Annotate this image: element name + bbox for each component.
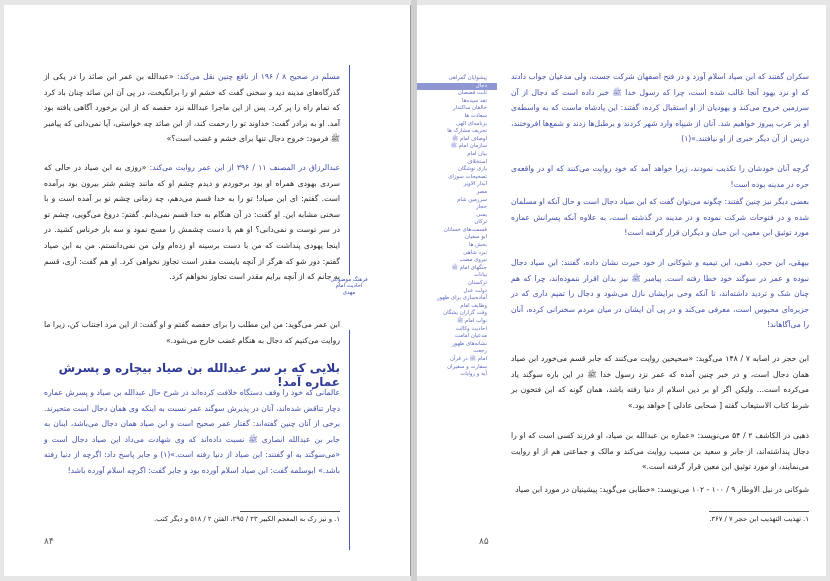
- footnote: ۱. و نیز رک به المعجم الکبیر ۲۳ / ۲۹۵، الفتن ۲ / ۵۱۸ و دیگر کتب.: [153, 515, 340, 523]
- toc-item[interactable]: وقت گزاران یشگان: [443, 310, 487, 317]
- paragraph-4: بیهقی، ابن حجر، ذهبی، ابن تیمیه و شوکانی از خود حیرت نشان داده، گفتند: ابن صیاد دجال نبوده و عمر در سوگند خود خطا رفته است. پیامبر ﷺ نیز بدان اقرار ننموده‌اند، چرا که هم چنان شک و تردید داشته‌اند، تا آنکه وحی برایشان نازل می‌شود و دجال را تمیم داری که در جزیره‌ای محبوس است، معرفی می‌کند و در پی آن ایشان در میان مردم سخنرانی کرده، آنان را می‌آگاهاند!: [511, 258, 809, 330]
- toc-item[interactable]: ابو سفیان: [465, 234, 487, 241]
- toc-item[interactable]: قسمت‌های خسانان: [443, 226, 487, 233]
- hadith-text: «عبدالله بن عمر ابن صائد را در یکی از گذرگاه‌های مدینه دید و سخنی گفت که خشم او را برانگیخت، در پی آن ابن صائد چنان باد کرد که تمام راه را پر کرد. پس از این ماجرا عبدالله نزد حفصه که از این برخورد آگاهی یافته بود آمد. او به برادر گفت: خداوند تو را رحمت کند، از ابن صائد چه خواستی، آیا نمی‌دانی که پیامبر ﷺ فرمود: خروج دجال تنها برای خشم و غضب است؟»: [44, 72, 340, 144]
- footnote-rule: [709, 511, 809, 512]
- hadith-text: «روزی به ابن صیاد در حالی که سردی بهودی همراه او بود برخوردم و دیدم چشم او که مانند چشم شتر بیرون بود برآمده است. گفتم: ای ابن صیاد! تو را به خدا قسم می‌دهم، چه زمانی چشم تو بر آمده است و با سخنی مشابه این. او گفت: در آن هنگام به خدا قسم نمی‌دانم. گفتم: دروغ می‌گویی، چشم تو در سر توست و نمی‌دانی؟ او هم با دست چشمش را مسح نمود و سه بار خرناس کشید. در اینجا یهودی پنداشت که من با دست برسینه او زده‌ام ولی من نمی‌دانستم. من به ابن صیاد گفتم: دور شو که هرگز از آنچه بایست مقدر است تجاوز نخواهی کرد. او هم گفت: آری، قسم به جانم که از آنچه برایم مقدر است تجاوز نخواهم کرد.: [44, 163, 340, 282]
- toc-item[interactable]: ثابت قضصان: [457, 90, 487, 97]
- toc-item[interactable]: بیانات: [474, 272, 487, 279]
- thumb-index: [417, 75, 497, 379]
- left-page: [4, 5, 411, 576]
- side-label: فرهنگ موضوعی احادیث امام مهدی: [330, 277, 368, 296]
- toc-item[interactable]: پیشوایان گمراهی: [448, 75, 487, 81]
- paragraph-7: شوکانی در نیل الاوطار ۹ / ۱۰۰ - ۱۰۲ می‌نویسد: «خطابی می‌گوید: پیشینیان در مورد ابن صیاد: [515, 485, 809, 494]
- toc-item[interactable]: سفارت و سفیران: [447, 363, 487, 370]
- source-citation: مسلم در صحیح ۸ / ۱۹۶ از نافع چنین نقل می‌کند:: [176, 72, 340, 81]
- toc-item[interactable]: مدعیان امامت: [454, 333, 487, 340]
- source-citation: عبدالرزاق در المصنف ۱۱ / ۳۹۶ از ابن عمر روایت می‌کند:: [149, 163, 340, 172]
- toc-item[interactable]: دولت عدل: [463, 287, 487, 294]
- toc-item[interactable]: وظایف امام: [460, 302, 487, 309]
- margin-line-bottom: [349, 330, 350, 550]
- paragraph-6: ذهبی در الکاشف ۲ / ۵۴ می‌نویسد: «عماره بن عبدالله بن صیاد، او فرزند کسی است که او را دجال پنداشته‌اند، از جابر و سعید بن مسیب روایت می‌کند و مالک و جماعتی هم از او روایت می‌نمایند، او مورد توثیق ابن معین قرار گرفته است.»: [511, 431, 810, 472]
- toc-item[interactable]: سعادت ها: [464, 112, 487, 119]
- third-paragraph: ابن عمر می‌گوید: من این مطلب را برای حفصه گفتم و او گفت: از این مرد اجتناب کن، زیرا ما روایت می‌کنیم که دجال به هنگام غضب خارج می‌شود.»: [44, 320, 340, 345]
- section-heading: بلایی که بر سر عبدالله بن صیاد بیچاره و پسرش عماره آمد!: [58, 361, 340, 389]
- footnote-rule: [240, 511, 340, 512]
- toc-item[interactable]: استخلاف: [467, 158, 487, 165]
- toc-item[interactable]: رجعت: [473, 348, 487, 355]
- toc-item[interactable]: ترکستان: [467, 280, 487, 287]
- toc-item[interactable]: تصحیحات سوزای: [448, 173, 487, 180]
- toc-item[interactable]: امام ﷺ در قرآن: [449, 355, 487, 362]
- paragraph-3: بعضی دیگر نیز چنین گفتند: چگونه می‌توان گفت که ابن صیاد دجال است و حال آنکه او مسلمان شده و در فتوحات شرکت نموده و در مدینه در گذشته است، به علاوه آنکه پسرانش عماره مورد توثیق ابن معین، ابن حبان و دیگران قرار گرفته است!: [511, 197, 809, 238]
- toc-item[interactable]: احادیث وکالت: [455, 325, 487, 332]
- toc-item[interactable]: اوصاف امام ﷺ: [451, 135, 487, 142]
- toc-item[interactable]: سازمان امام ﷺ: [450, 143, 487, 150]
- toc-item[interactable]: حجاز: [475, 204, 487, 211]
- toc-item[interactable]: سرزمین شام: [457, 196, 487, 203]
- margin-line-top: [349, 65, 350, 275]
- toc-item[interactable]: مصر: [476, 188, 487, 195]
- toc-item[interactable]: نبرد شاهی: [463, 249, 487, 256]
- toc-item[interactable]: جنگهای امام ﷺ: [451, 264, 487, 271]
- second-paragraph: [44, 160, 340, 285]
- toc-item[interactable]: بحش ها: [468, 242, 487, 249]
- intro-paragraph: [44, 69, 340, 147]
- paragraph-1: سکران گفتند که ابن صیاد اسلام آورد و در فتح اصفهان شرکت جست، ولی مدعیان جواب دادند که او نزد یهود آنجا غالب شده است، چرا که رسول خدا ﷺ خبر داده است که دجال از آن سرزمین خروج می‌کند و یهودیان از او استقبال کرده، گفتند: این پادشاه ماست که به واسطه‌ی او بر عرب پیروز خواهیم شد. آنان از شیپاه وارد شهر کردند و برطبل‌ها زدند و شمع‌ها افروختند، درپس از آن دیگر خبری از او نیافتند.»(۱): [511, 72, 809, 144]
- footnote: ۱. تهذیب التهذیب ابن حجر ۷ / ۳۶۷.: [709, 515, 809, 523]
- toc-item[interactable]: نقد سیده‌ها: [461, 97, 487, 104]
- blue-paragraph: عالمانی که خود را وقف دستگاه خلافت کرده‌اند در شرح حال عبدالله بن صیاد و پسرش عماره دچار تناقض شده‌اند، آنان در پذیرش سوگند عمر نسبت به اینکه وی همان دجال است متحیرند. برخی از آنان چنین گفته‌اند: گفتار عمر صحیح است و ابن صیاد همان دجال می‌باشد، اینان به جابر بن عبدالله انصاری ﷺ نسبت داده‌اند که وی شهادت می‌داد ابن صیاد دجال است و «می‌سوگند به او گفتند: ابن صیاد از دنیا رفته است.»(۱) و جابر پاسخ داد: اگرچه از دنیا رفته باشد.» ابوسلمه گفت: ابن صیاد اسلام آورده بود و جابر گفت: اگرچه اسلام آورده باشد!: [44, 388, 340, 475]
- paragraph-2: گرچه آنان خودشان را تکذیب نمودند، زیرا خواهد آمد که خود روایت می‌کنند که او در واقعه‌ی حره در مدینه بوده است!: [511, 164, 809, 189]
- toc-item[interactable]: آماده‌سازی برای ظهور: [436, 295, 487, 302]
- right-page: [417, 5, 826, 576]
- toc-item[interactable]: خالقان ساکتدار: [453, 105, 487, 112]
- toc-item[interactable]: نواب امام ﷺ: [456, 318, 487, 324]
- toc-item[interactable]: بیان امام: [467, 150, 487, 157]
- toc-item[interactable]: نیروی مضب: [459, 257, 487, 264]
- toc-item[interactable]: ابدار الاویر: [463, 181, 487, 188]
- toc-item[interactable]: یمنی: [476, 211, 487, 218]
- toc-item[interactable]: تحریف مشارک ها: [447, 128, 487, 135]
- toc-item[interactable]: دجال: [417, 83, 497, 91]
- toc-item[interactable]: نشانه‌های ظهور: [452, 340, 487, 347]
- toc-item[interactable]: ترکان: [474, 219, 487, 226]
- paragraph-5: ابن حجر در اصابه ۷ / ۱۴۸ می‌گوید: «صحیحین روایت می‌کنند که جابر قسم می‌خورد ابن صیاد همان دجال است، و در خبر چنین آمده که عمر نزد رسول خدا ﷺ در این باره سوگند یاد می‌کرده است... ولیکن اگر او بر دین اسلام از دنیا رفته باشد، همان گونه که ابن فتحون بر شرط کتاب الاستیعاب گفته [ صحابی عادلی ] خواهد بود.»: [511, 354, 809, 410]
- page-number: ۸۵: [479, 537, 489, 547]
- toc-item[interactable]: برنامه‌ای الهی: [456, 120, 487, 127]
- toc-item[interactable]: آیه و روایات: [460, 371, 487, 378]
- toc-item[interactable]: یاری نوشگان: [457, 166, 487, 173]
- page-number: ۸۴: [44, 537, 54, 547]
